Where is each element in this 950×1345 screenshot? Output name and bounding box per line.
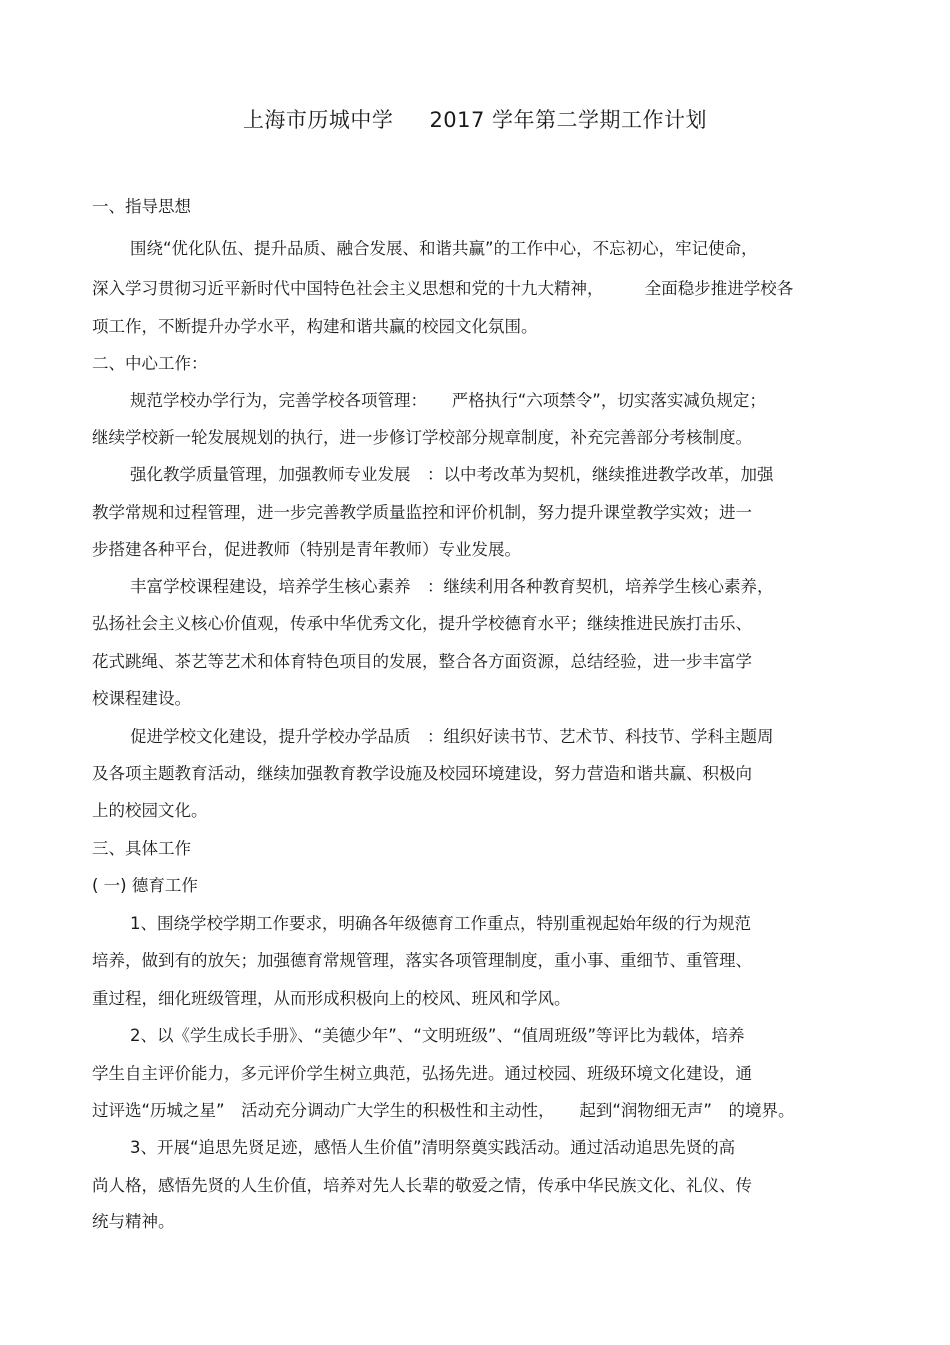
section-heading: 一、指导思想 [92,197,191,216]
paragraph-line: 重过程，细化班级管理，从而形成积极向上的校风、班风和学风。 [92,989,571,1008]
section-heading: 二、中心工作： [92,354,208,373]
section-heading: 三、具体工作 [92,839,191,858]
paragraph-line: 培养，做到有的放矢；加强德育常规管理，落实各项管理制度，重小事、重细节、重管理、 [92,951,752,970]
paragraph-line: 校课程建设。 [92,689,191,708]
paragraph-line: 1、围绕学校学期工作要求，明确各年级德育工作重点，特别重视起始年级的行为规范 [130,914,751,933]
paragraph-line: 项工作，不断提升办学水平，构建和谐共赢的校园文化氛围。 [92,317,538,336]
paragraph-line: 尚人格，感悟先贤的人生价值，培养对先人长辈的敬爱之情，传承中华民族文化、礼仪、传 [92,1176,752,1195]
title-school: 上海市历城中学 [242,108,394,132]
paragraph-line: 统与精神。 [92,1212,175,1231]
paragraph-line: 步搭建各种平台，促进教师（特别是青年教师）专业发展。 [92,540,521,559]
paragraph-line: 3、开展“追思先贤足迹，感悟人生价值”清明祭奠实践活动。通过活动追思先贤的高 [130,1138,736,1157]
paragraph-line: 教学常规和过程管理，进一步完善教学质量监控和评价机制，努力提升课堂教学实效；进一 [92,503,752,522]
paragraph-line: 上的校园文化。 [92,801,208,820]
paragraph-line: 花式跳绳、茶艺等艺术和体育特色项目的发展，整合各方面资源，总结经验，进一步丰富学 [92,652,752,671]
title-term: 2017 学年第二学期工作计划 [429,108,708,132]
paragraph-line: 围绕“优化队伍、提升品质、融合发展、和谐共赢”的工作中心，不忘初心，牢记使命， [130,239,758,258]
subsection-heading: ( 一) 德育工作 [92,876,198,895]
paragraph-line: 2、以《学生成长手册》、“美德少年”、“文明班级”、“值周班级”等评比为载体，培养 [130,1026,745,1045]
document-title [0,104,950,134]
paragraph-line: 过评选“历城之星” 活动充分调动广大学生的积极性和主动性， 起到“润物细无声” 的境界。 [92,1101,795,1120]
paragraph-line: 促进学校文化建设，提升学校办学品质 ：组织好读书节、艺术节、科技节、学科主题周 [130,727,774,746]
paragraph-line: 深入学习贯彻习近平新时代中国特色社会主义思想和党的十九大精神， 全面稳步推进学校各 [92,279,794,298]
paragraph-line: 弘扬社会主义核心价值观，传承中华优秀文化，提升学校德育水平；继续推进民族打击乐、 [92,614,752,633]
paragraph-line: 及各项主题教育活动，继续加强教育教学设施及校园环境建设，努力营造和谐共赢、积极向 [92,764,752,783]
paragraph-line: 丰富学校课程建设，培养学生核心素养 ：继续利用各种教育契机，培养学生核心素养， [130,577,774,596]
paragraph-line: 学生自主评价能力，多元评价学生树立典范，弘扬先进。通过校园、班级环境文化建设，通 [92,1064,752,1083]
paragraph-line: 继续学校新一轮发展规划的执行，进一步修订学校部分规章制度，补充完善部分考核制度。 [92,428,752,447]
paragraph-line: 规范学校办学行为，完善学校各项管理： 严格执行“六项禁令”，切实落实减负规定； [130,391,766,410]
paragraph-line: 强化教学质量管理，加强教师专业发展 ：以中考改革为契机，继续推进教学改革，加强 [130,465,774,484]
